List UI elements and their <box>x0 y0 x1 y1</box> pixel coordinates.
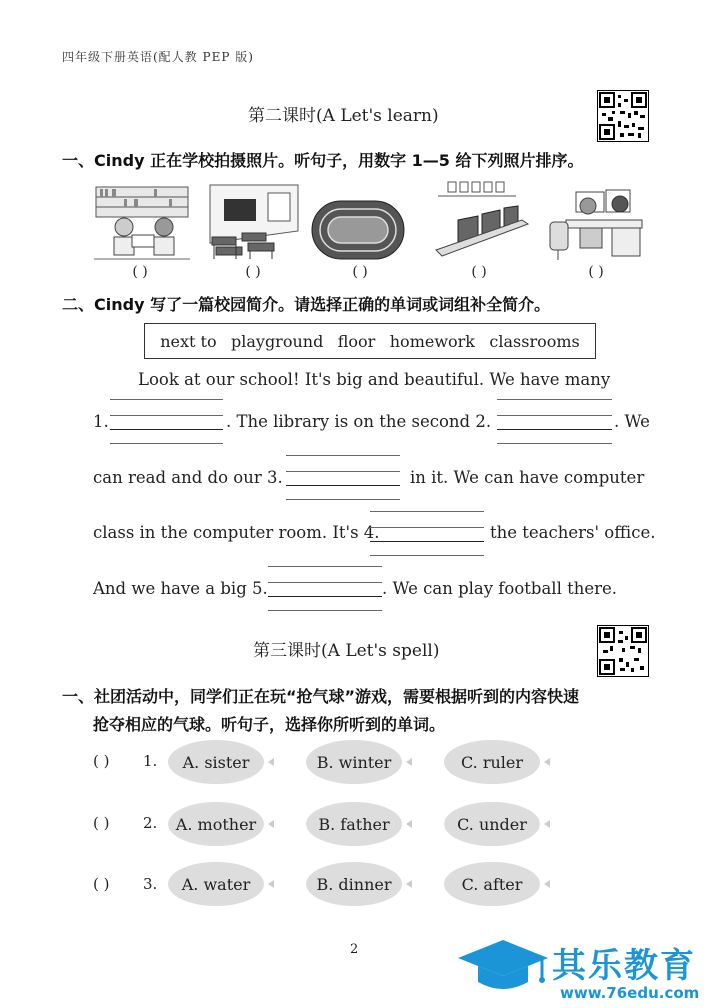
teachers-office-icon <box>546 184 642 262</box>
passage-line-4-end: the teachers' office. <box>490 523 656 542</box>
passage-line-3-end: in it. We can have computer <box>410 468 645 487</box>
word-option: homework <box>389 331 475 351</box>
lesson-title-2: 第三课时(A Let's spell) <box>253 641 440 661</box>
qr-code-icon[interactable] <box>597 90 649 142</box>
passage-line-2-end: . We <box>614 412 650 431</box>
balloon-option[interactable]: B. dinner <box>306 862 402 906</box>
passage-line-5-end: . We can play football there. <box>382 579 618 598</box>
passage-line-3-start: can read and do our 3. <box>93 468 283 487</box>
passage-line-1: Look at our school! It's big and beautiful. We have many <box>138 370 611 389</box>
book-header: 四年级下册英语(配人教 PEP 版) <box>62 50 254 64</box>
balloon-option[interactable]: B. father <box>306 802 402 846</box>
item-paren[interactable]: ( ) <box>93 875 110 893</box>
question-heading-2: 二、Cindy 写了一篇校园简介。请选择正确的单词或词组补全简介。 <box>62 295 551 314</box>
balloon-option[interactable]: C. ruler <box>444 740 540 784</box>
item-number: 1. <box>143 752 158 770</box>
question-heading-1: 一、Cindy 正在学校拍摄照片。听句子，用数字 1—5 给下列照片排序。 <box>62 151 584 170</box>
brand-name: 其乐教育 <box>552 946 696 986</box>
word-option: floor <box>337 331 376 351</box>
question-heading-3-line1: 一、社团活动中，同学们正在玩“抢气球”游戏，需要根据听到的内容快速 <box>62 687 580 706</box>
balloon-option[interactable]: A. water <box>168 862 264 906</box>
brand-url: www.76edu.com <box>560 984 700 1002</box>
balloon-option[interactable]: C. under <box>444 802 540 846</box>
blank-5[interactable] <box>268 566 382 611</box>
answer-parentheses[interactable]: ( ) <box>588 264 604 280</box>
answer-parentheses[interactable]: ( ) <box>132 264 148 280</box>
lesson-title-1: 第二课时(A Let's learn) <box>248 106 439 126</box>
blank-2[interactable] <box>497 399 612 444</box>
page-number: 2 <box>350 942 359 957</box>
passage-line-5-start: And we have a big 5. <box>93 579 268 598</box>
item-paren[interactable]: ( ) <box>93 752 110 770</box>
running-track-icon <box>310 193 406 271</box>
balloon-option[interactable]: A. mother <box>168 802 264 846</box>
item-number: 3. <box>143 875 158 893</box>
blank-1[interactable] <box>110 399 223 444</box>
balloon-option[interactable]: B. winter <box>306 740 402 784</box>
word-option: classrooms <box>489 331 580 351</box>
balloon-option[interactable]: A. sister <box>168 740 264 784</box>
passage-line-2-mid: . The library is on the second 2. <box>226 412 492 431</box>
answer-parentheses[interactable]: ( ) <box>245 264 261 280</box>
question-heading-3-line2: 抢夺相应的气球。听句子，选择你所听到的单词。 <box>93 715 446 734</box>
balloon-option[interactable]: C. after <box>444 862 540 906</box>
library-reading-icon <box>94 183 190 261</box>
blank-3[interactable] <box>286 455 400 500</box>
classroom-icon <box>206 183 302 261</box>
passage-line-4-start: class in the computer room. It's 4. <box>93 523 380 542</box>
word-option: playground <box>231 331 324 351</box>
computer-room-icon <box>432 180 528 258</box>
word-bank <box>144 323 596 359</box>
answer-parentheses[interactable]: ( ) <box>471 264 487 280</box>
qr-code-icon[interactable] <box>597 625 649 677</box>
blank-4[interactable] <box>370 511 484 556</box>
graduation-cap-icon <box>456 938 550 996</box>
item-paren[interactable]: ( ) <box>93 814 110 832</box>
watermark-logo <box>456 936 708 1006</box>
item-number: 2. <box>143 814 158 832</box>
word-option: next to <box>160 331 217 351</box>
answer-parentheses[interactable]: ( ) <box>352 264 368 280</box>
passage-line-2-start: 1. <box>93 412 109 431</box>
